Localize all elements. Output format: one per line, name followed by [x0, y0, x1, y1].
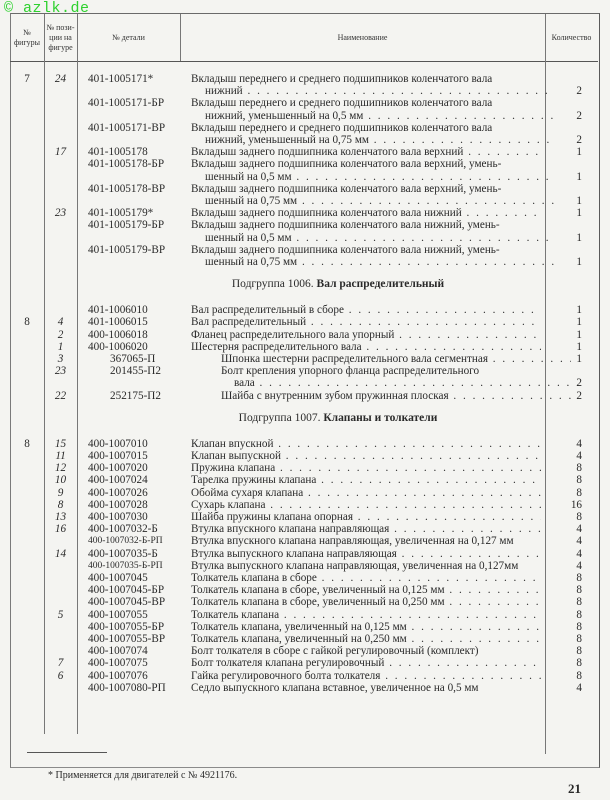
quantity: 1	[576, 340, 582, 353]
quantity: 1	[576, 256, 582, 268]
part-name: Толкатель клапана в сборе . . .	[191, 572, 541, 584]
position-number: 5	[57, 608, 64, 621]
part-name: Толкатель клапана, увеличенный на 0,250 мм . . .	[191, 633, 541, 645]
part-name: Шайба пружины клапана опорная . . .	[191, 511, 541, 523]
part-number: 252175-П2	[110, 389, 161, 402]
quantity: 8	[576, 474, 582, 487]
table-row-continuation	[0, 134, 610, 146]
part-name-continuation: нижний, уменьшенный на 0,5 мм . . .	[205, 110, 555, 122]
part-name-continuation: шенный на 0,75 мм . . .	[205, 195, 555, 207]
table-row	[0, 657, 610, 669]
part-number: 400-1007024	[88, 474, 148, 487]
quantity: 8	[576, 669, 582, 682]
position-number: 11	[55, 450, 66, 462]
part-name: Втулка впускного клапана направляющая . . .	[191, 523, 541, 535]
table-row	[0, 523, 610, 535]
table-row	[0, 390, 610, 402]
part-name-continuation: шенный на 0,5 мм . . .	[205, 232, 555, 244]
position-number: 16	[54, 523, 67, 536]
table-row	[0, 219, 610, 231]
part-number: 400-1007015	[88, 450, 148, 462]
position-number: 12	[54, 462, 67, 475]
part-name: Болт крепления упорного фланца распределительного	[221, 365, 480, 378]
table-row-continuation	[0, 377, 610, 389]
part-name-continuation: шенный на 0,5 мм . . .	[205, 171, 555, 183]
position-number: 23	[54, 365, 67, 378]
part-name: Болт толкателя в сборе с гайкой регулировочный (комплект)	[191, 645, 479, 658]
table-row	[0, 438, 610, 450]
position-number: 14	[54, 547, 67, 560]
part-number: 401-1005178-ВР	[88, 182, 166, 195]
part-number: 401-1005178-БР	[88, 158, 165, 171]
quantity: 4	[576, 437, 582, 450]
table-row	[0, 560, 610, 572]
position-number: 2	[57, 328, 64, 341]
table-row	[0, 341, 610, 353]
position-number: 4	[57, 316, 64, 329]
part-name-continuation: нижний . . .	[205, 85, 555, 97]
table-row	[0, 304, 610, 316]
table-row	[0, 207, 610, 219]
part-number: 367065-П	[110, 353, 156, 365]
quantity: 1	[576, 207, 582, 220]
quantity: 1	[576, 231, 582, 244]
part-name: Вал распределительный . . .	[191, 316, 541, 328]
table-row-continuation	[0, 85, 610, 97]
table-row	[0, 450, 610, 462]
part-number: 400-1007055-БР	[88, 620, 165, 633]
table-row-continuation	[0, 195, 610, 207]
part-name: Шпонка шестерни распределительного вала сегментная . . .	[221, 353, 571, 365]
quantity: 4	[576, 559, 582, 572]
table-row	[0, 596, 610, 608]
table-row	[0, 474, 610, 486]
part-name: Седло выпускного клапана вставное, увеличенное на 0,5 мм	[191, 681, 479, 694]
table-row	[0, 572, 610, 584]
quantity: 4	[576, 450, 582, 462]
part-name: Гайка регулировочного болта толкателя . . .	[191, 670, 541, 682]
position-number: 13	[54, 511, 67, 523]
position-number: 6	[57, 669, 64, 682]
subgroup-title	[78, 278, 598, 290]
part-name: Шайба с внутренним зубом пружинная плоская . . .	[221, 390, 571, 402]
table-row	[0, 329, 610, 341]
part-name: Толкатель клапана в сборе, увеличенный на 0,250 мм . . .	[191, 596, 541, 608]
quantity: 8	[576, 462, 582, 475]
part-number: 400-1007035-Б	[88, 547, 158, 560]
table-row	[0, 146, 610, 158]
part-number: 400-1007032-Б-РП	[88, 536, 163, 547]
quantity: 8	[576, 657, 582, 670]
part-name: Втулка выпускного клапана направляющая, увеличенная на 0,127мм	[191, 559, 519, 572]
quantity: 2	[576, 134, 582, 146]
table-row	[0, 670, 610, 682]
part-number: 400-1007055-ВР	[88, 633, 166, 645]
table-row	[0, 122, 610, 134]
quantity: 8	[576, 596, 582, 609]
part-name: Вкладыш заднего подшипника коленчатого вала нижний, умень-	[191, 219, 500, 232]
part-number: 401-1005178	[88, 146, 148, 159]
part-name: Вкладыш заднего подшипника коленчатого вала нижний . . .	[191, 207, 541, 219]
part-number: 400-1007026	[88, 486, 148, 499]
part-name: Шестерня распределительного вала . . .	[191, 341, 541, 353]
part-number: 400-1007075	[88, 657, 148, 670]
part-number: 401-1006010	[88, 304, 148, 317]
table-row-continuation	[0, 232, 610, 244]
part-name: Толкатель клапана в сборе, увеличенный на 0,125 мм . . .	[191, 584, 541, 596]
table-row	[0, 621, 610, 633]
table-row	[0, 73, 610, 85]
header-divider	[10, 61, 598, 62]
part-name: Вкладыш заднего подшипника коленчатого вала верхний, умень-	[191, 182, 502, 195]
quantity: 1	[576, 353, 582, 365]
figure-number: 8	[24, 437, 30, 450]
subgroup-name: Клапаны и толкатели	[323, 411, 438, 424]
position-number: 3	[57, 353, 64, 365]
table-row	[0, 535, 610, 547]
part-number: 400-1007055	[88, 608, 148, 621]
quantity: 2	[576, 85, 582, 98]
quantity: 1	[576, 328, 582, 341]
part-number: 400-1007076	[88, 669, 148, 682]
part-name: Вкладыш заднего подшипника коленчатого вала нижний, умень-	[191, 243, 500, 256]
part-number: 401-1005171-ВР	[88, 121, 166, 134]
footnote: * Применяется для двигателей с № 4921176.	[48, 770, 238, 781]
quantity: 1	[576, 170, 582, 183]
table-row	[0, 97, 610, 109]
part-name: Втулка впускного клапана направляющая, увеличенная на 0,127 мм	[191, 535, 514, 548]
part-number: 400-1007035-Б-РП	[88, 560, 163, 571]
quantity: 8	[576, 486, 582, 499]
quantity: 2	[576, 377, 582, 390]
part-number: 401-1005179-ВР	[88, 243, 166, 256]
part-number: 201455-П2	[110, 365, 161, 378]
part-number: 401-1005179-БР	[88, 219, 165, 232]
part-name: Вкладыш переднего и среднего подшипников коленчатого вала	[191, 121, 493, 134]
table-row	[0, 158, 610, 170]
part-name-continuation: вала . . .	[234, 377, 584, 389]
quantity: 1	[576, 316, 582, 329]
part-number: 401-1005179*	[88, 207, 154, 220]
part-name: Вал распределительный в сборе . . .	[191, 304, 541, 316]
part-name-continuation: шенный на 0,75 мм . . .	[205, 256, 555, 268]
part-name: Вкладыш заднего подшипника коленчатого вала верхний, умень-	[191, 158, 502, 171]
position-number: 15	[54, 437, 67, 450]
part-number: 400-1007020	[88, 462, 148, 475]
part-number: 400-1007045-ВР	[88, 596, 166, 609]
part-name: Обойма сухаря клапана . . .	[191, 487, 541, 499]
table-row	[0, 633, 610, 645]
part-number: 400-1007045	[88, 572, 148, 584]
watermark: © azlk.de	[4, 0, 90, 17]
position-number: 7	[57, 657, 64, 670]
part-name: Вкладыш заднего подшипника коленчатого вала верхний . . .	[191, 146, 541, 158]
header-qty: Количество	[551, 32, 592, 42]
table-row	[0, 609, 610, 621]
part-name: Втулка выпускного клапана направляющая . . .	[191, 548, 541, 560]
quantity: 16	[570, 498, 582, 511]
header-name: Наименование	[337, 32, 388, 42]
part-number: 400-1006018	[88, 328, 148, 341]
quantity: 1	[576, 195, 582, 207]
table-row	[0, 487, 610, 499]
position-number: 24	[54, 73, 67, 85]
table-row-continuation	[0, 110, 610, 122]
part-number: 400-1007030	[88, 511, 148, 523]
part-name: Пружина клапана . . .	[191, 462, 541, 474]
quantity: 1	[576, 146, 582, 159]
part-number: 401-1006015	[88, 316, 148, 329]
quantity: 8	[576, 511, 582, 523]
part-name: Болт толкателя клапана регулировочный . . .	[191, 657, 541, 669]
footnote-divider	[27, 752, 107, 753]
quantity: 2	[576, 109, 582, 122]
part-name: Толкатель клапана, увеличенный на 0,125 мм . . .	[191, 621, 541, 633]
position-number: 22	[54, 389, 67, 402]
table-row	[0, 584, 610, 596]
position-number: 10	[54, 474, 67, 487]
part-number: 400-1007045-БР	[88, 584, 165, 597]
part-number: 400-1007032-Б	[88, 523, 158, 536]
table-row	[0, 511, 610, 523]
position-number: 9	[57, 486, 64, 499]
part-number: 401-1005171-БР	[88, 97, 165, 110]
header-fig: № фигуры	[13, 27, 41, 47]
part-name: Клапан выпускной . . .	[191, 450, 541, 462]
quantity: 8	[576, 572, 582, 584]
table-row-continuation	[0, 256, 610, 268]
quantity: 8	[576, 584, 582, 597]
quantity: 2	[576, 389, 582, 402]
quantity: 8	[576, 620, 582, 633]
part-name: Клапан впускной . . .	[191, 438, 541, 450]
part-number: 400-1007074	[88, 645, 148, 658]
part-number: 400-1007080-РП	[88, 681, 166, 694]
part-name: Фланец распределительного вала упорный . . .	[191, 329, 541, 341]
quantity: 4	[576, 535, 582, 548]
subgroup-prefix: Подгруппа 1006.	[231, 278, 317, 291]
page-number: 21	[568, 781, 581, 796]
table-row	[0, 365, 610, 377]
part-number: 401-1005171*	[88, 73, 154, 85]
part-number: 400-1007010	[88, 437, 148, 450]
table-row	[0, 183, 610, 195]
table-row	[0, 548, 610, 560]
table-row	[0, 353, 610, 365]
table-row	[0, 645, 610, 657]
quantity: 4	[576, 681, 582, 694]
figure-number: 8	[24, 316, 30, 329]
table-row	[0, 316, 610, 328]
table-row	[0, 499, 610, 511]
part-name: Сухарь клапана . . .	[191, 499, 541, 511]
subgroup-name: Вал распределительный	[316, 278, 445, 291]
table-row-continuation	[0, 171, 610, 183]
part-name: Вкладыш переднего и среднего подшипников коленчатого вала	[191, 73, 493, 85]
part-number: 400-1007028	[88, 498, 148, 511]
quantity: 8	[576, 608, 582, 621]
subgroup-title	[78, 412, 598, 424]
part-name: Тарелка пружины клапана . . .	[191, 474, 541, 486]
position-number: 23	[54, 207, 67, 220]
quantity: 4	[576, 523, 582, 536]
part-number: 400-1006020	[88, 340, 148, 353]
quantity: 8	[576, 645, 582, 658]
part-name: Вкладыш переднего и среднего подшипников коленчатого вала	[191, 97, 493, 110]
quantity: 8	[576, 633, 582, 645]
position-number: 17	[54, 146, 67, 159]
position-number: 8	[57, 498, 64, 511]
subgroup-prefix: Подгруппа 1007.	[238, 411, 324, 424]
table-row	[0, 682, 610, 694]
position-number: 1	[57, 340, 64, 353]
quantity: 1	[576, 304, 582, 317]
header-part: № детали	[112, 32, 145, 42]
part-name: Толкатель клапана . . .	[191, 609, 541, 621]
figure-number: 7	[24, 73, 30, 85]
quantity: 4	[576, 547, 582, 560]
part-name-continuation: нижний, уменьшенный на 0,75 мм . . .	[205, 134, 555, 146]
header-pos: № пози-ции на фигуре	[46, 22, 75, 52]
table-row	[0, 244, 610, 256]
table-row	[0, 462, 610, 474]
